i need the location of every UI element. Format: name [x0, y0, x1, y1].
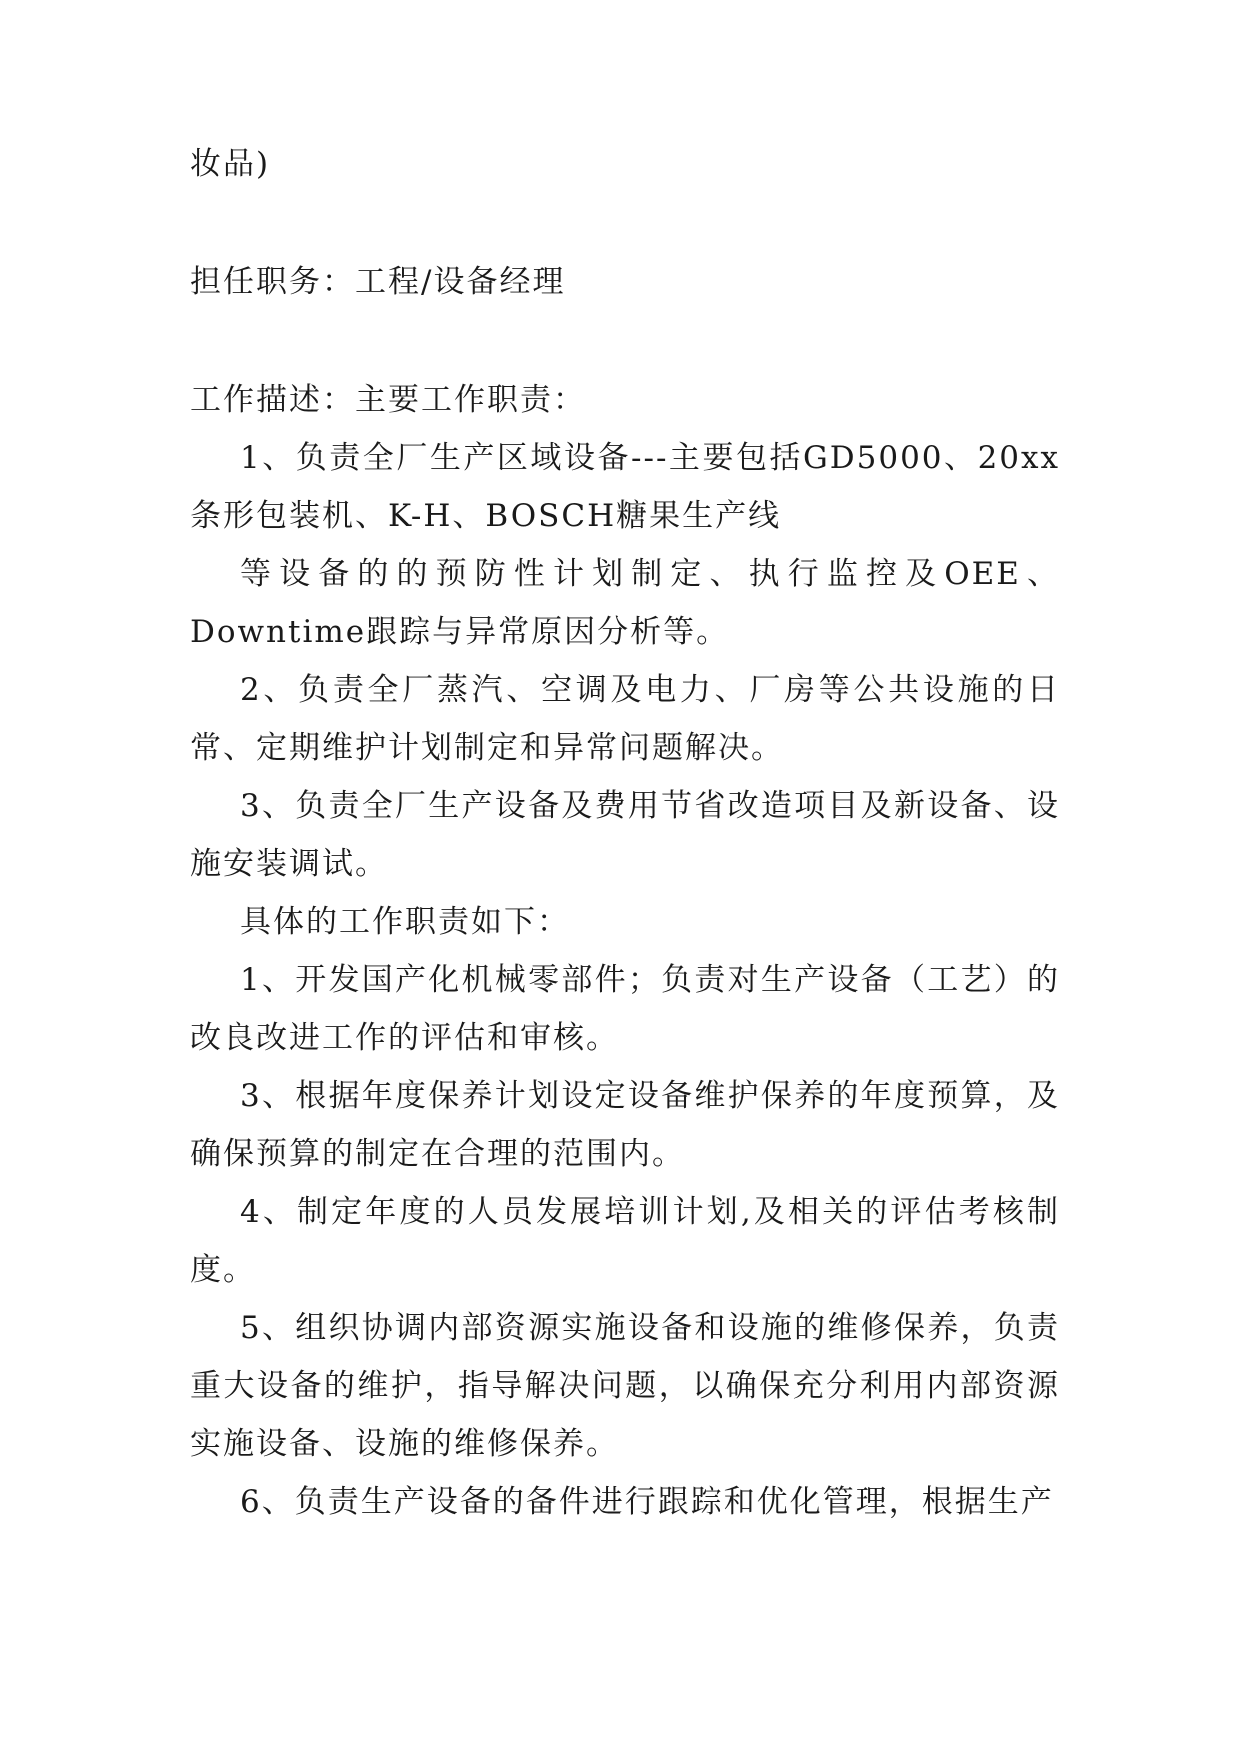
specific-duty-3: 3、根据年度保养计划设定设备维护保养的年度预算，及确保预算的制定在合理的范围内。: [190, 1078, 1060, 1172]
specific-header: 具体的工作职责如下：: [240, 904, 570, 940]
specific-duty-5: 5、组织协调内部资源实施设备和设施的维修保养，负责重大设备的维护，指导解决问题，以确保充分利用内部资源实施设备、设施的维修保养。: [190, 1310, 1060, 1462]
specific-duty-4: 4、制定年度的人员发展培训计划,及相关的评估考核制度。: [190, 1194, 1060, 1288]
position-line: 担任职务：工程/设备经理: [190, 264, 566, 300]
description-header: 工作描述：主要工作职责：: [190, 382, 586, 418]
text-fragment-top: 妆品): [190, 146, 271, 182]
main-duty-1-continued: 等设备的的预防性计划制定、执行监控及OEE、Downtime跟踪与异常原因分析等。: [190, 556, 1060, 650]
main-duty-3: 3、负责全厂生产设备及费用节省改造项目及新设备、设施安装调试。: [190, 788, 1060, 882]
main-duty-1: 1、负责全厂生产区域设备---主要包括GD5000、20xx条形包装机、K-H、BOSCH糖果生产线: [190, 440, 1060, 534]
document-body: [190, 135, 1060, 1531]
main-duty-2: 2、负责全厂蒸汽、空调及电力、厂房等公共设施的日常、定期维护计划制定和异常问题解决。: [190, 672, 1060, 766]
specific-duty-6: 6、负责生产设备的备件进行跟踪和优化管理，根据生产: [240, 1484, 1054, 1520]
specific-duty-1: 1、开发国产化机械零部件；负责对生产设备（工艺）的改良改进工作的评估和审核。: [190, 962, 1060, 1056]
